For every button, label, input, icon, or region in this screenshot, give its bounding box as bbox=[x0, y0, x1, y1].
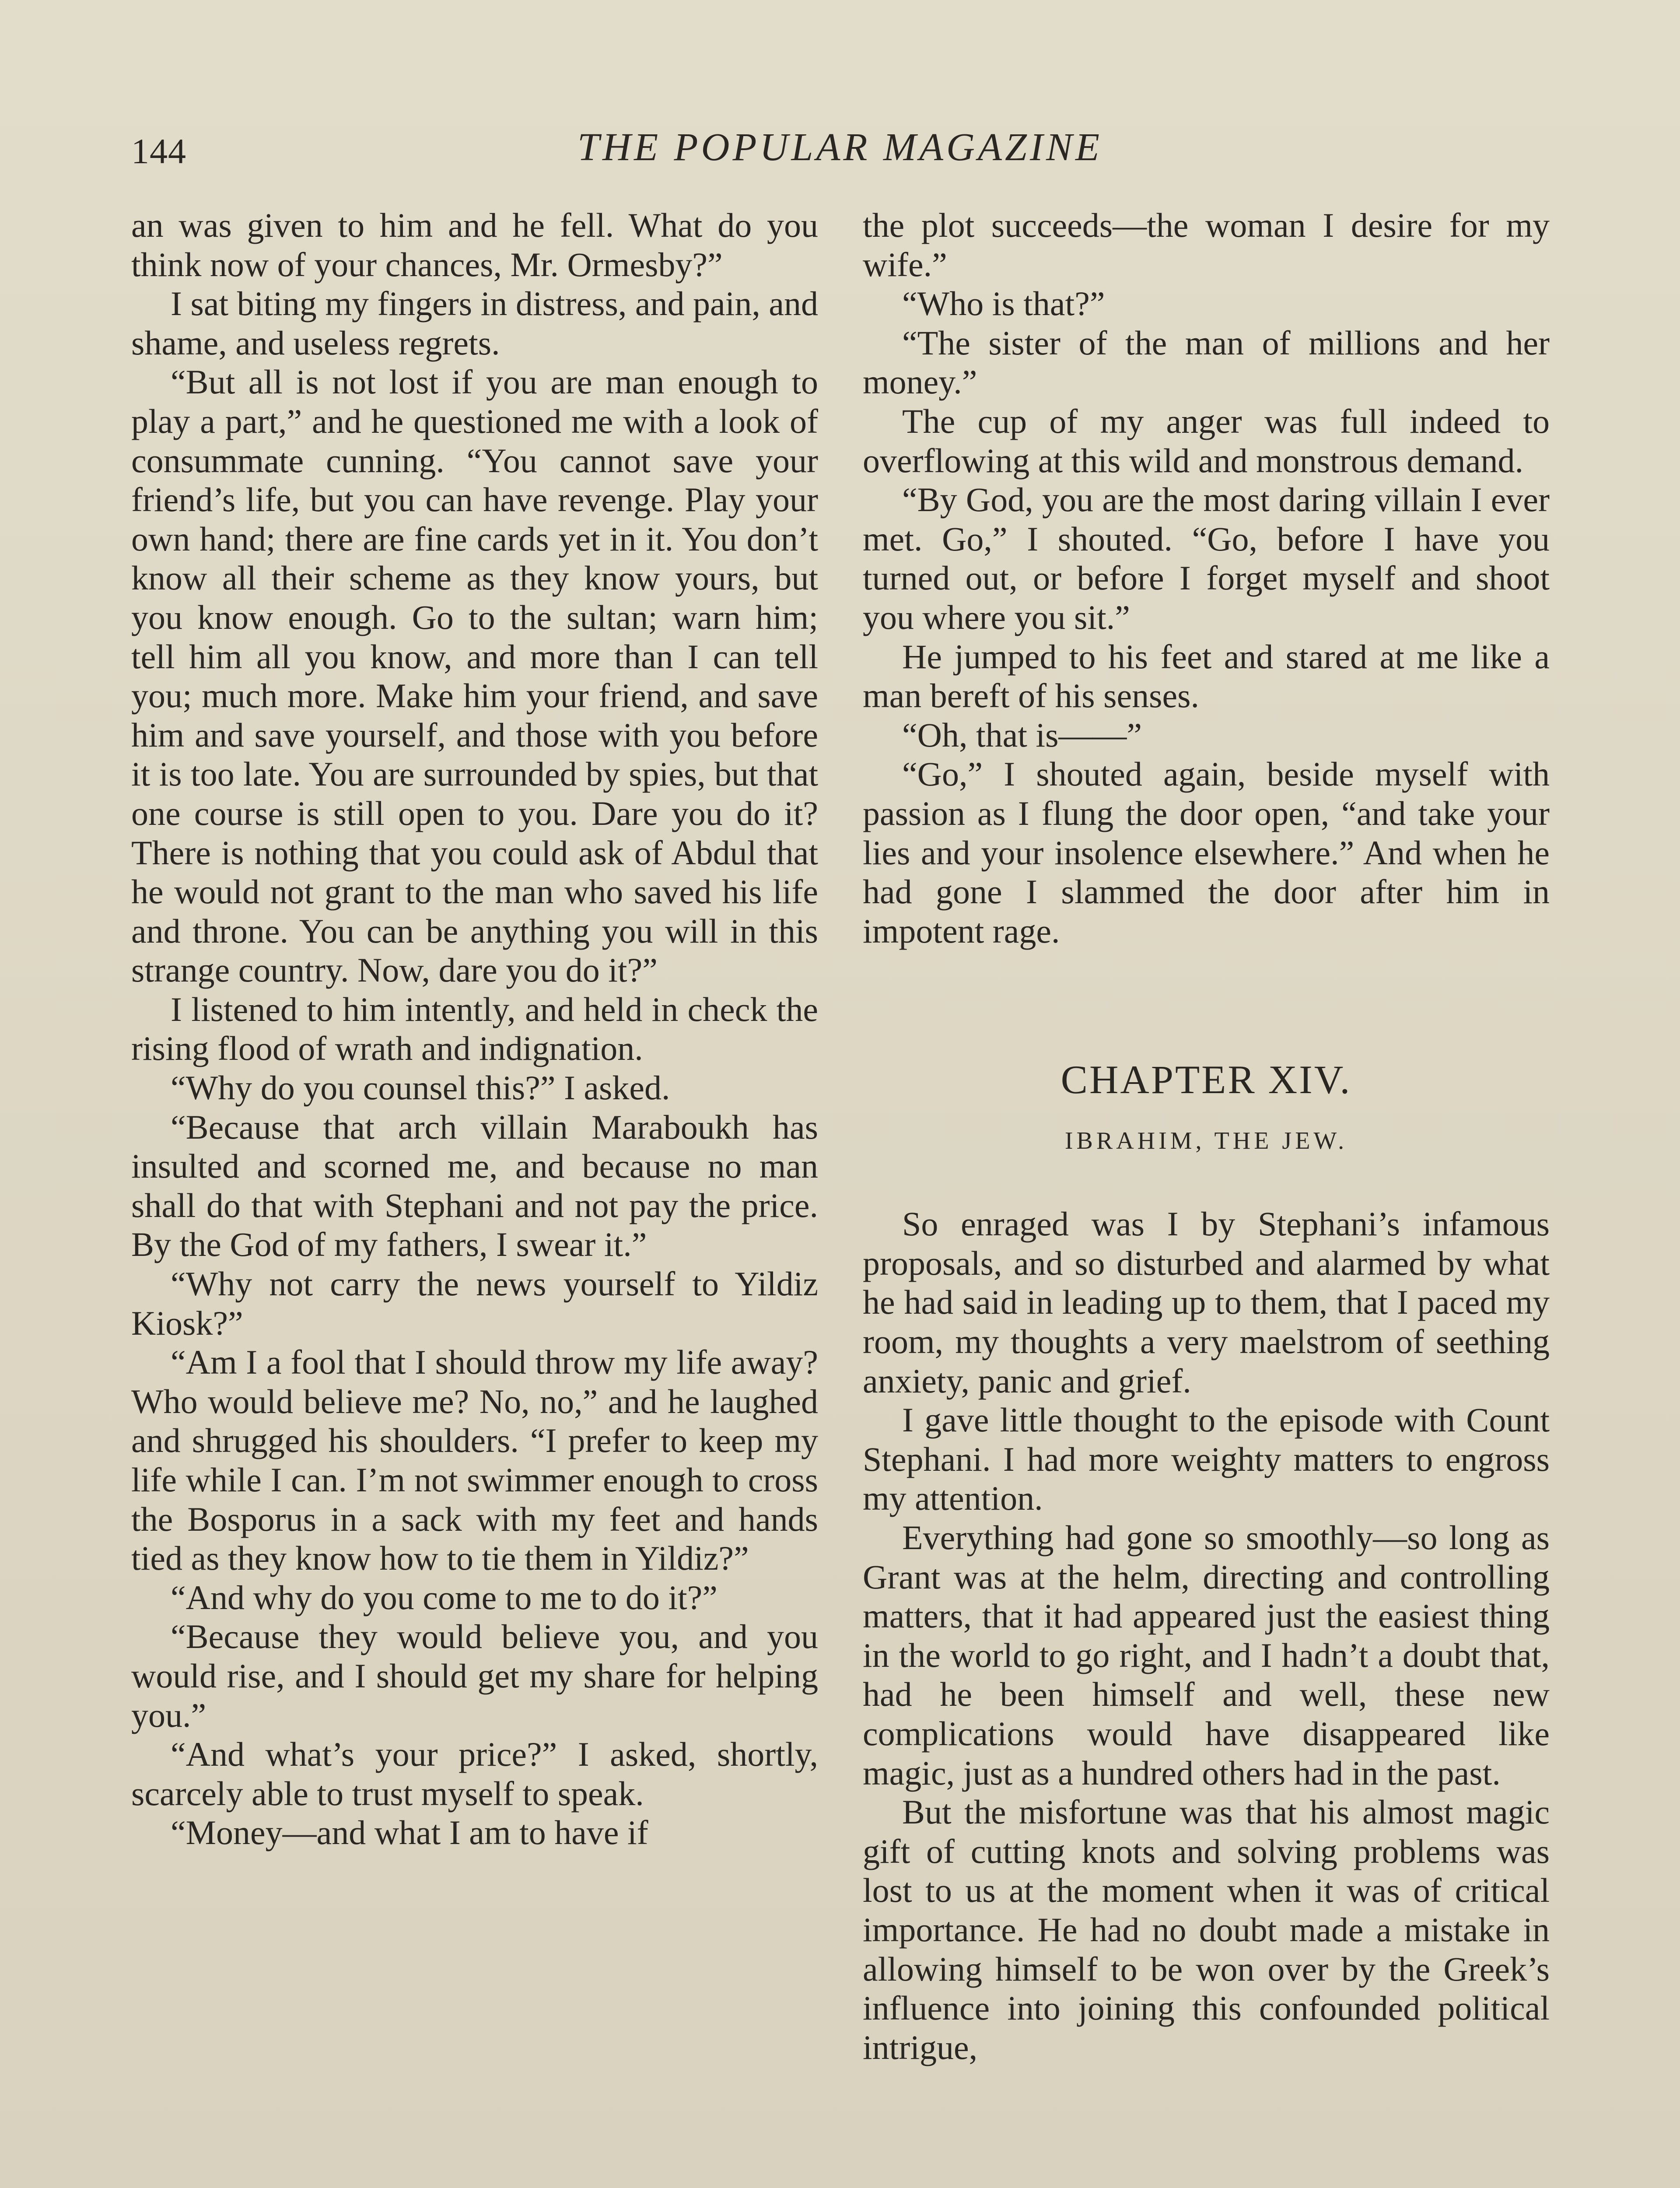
paragraph: “Why do you counsel this?” I asked. bbox=[171, 1069, 670, 1107]
paragraph: “Go,” I shouted again, beside myself with passion as I flung the door open, “and take your lies and your insolence elsewhere.” And when he had gone I slammed the door after him in impotent rage. bbox=[863, 755, 1550, 950]
paragraph: “Who is that?” bbox=[902, 284, 1105, 323]
paragraph: I gave little thought to the episode with Count Stephani. I had more weighty matters to engross my attention. bbox=[863, 1401, 1550, 1518]
left-column bbox=[131, 206, 818, 1852]
chapter-subtitle: IBRAHIM, THE JEW. bbox=[1064, 1127, 1348, 1155]
running-title: THE POPULAR MAGAZINE bbox=[578, 126, 1102, 169]
paragraph: an was given to him and he fell. What do you think now of your chances, Mr. Ormesby?” bbox=[131, 206, 818, 284]
paragraph: “Oh, that is——” bbox=[902, 715, 1142, 754]
paragraph: Everything had gone so smoothly—so long as Grant was at the helm, directing and controlling matters, that it had appeared just the easiest thing in the world to go right, and I hadn’t a doubt that, had he been himself and well, these new complications would have disappeared like magic, just as a hundred others had in the past. bbox=[863, 1518, 1550, 1792]
page-number: 144 bbox=[131, 131, 186, 171]
paragraph: “Am I a fool that I should throw my life away? Who would believe me? No, no,” and he laughed and shrugged his shoulders. “I prefer to keep my life while I can. I’m not swimmer enough to cross the Bosporus in a sack with my feet and hands tied as they know how to tie them in Yildiz?” bbox=[131, 1343, 818, 1578]
paragraph: the plot succeeds—the woman I desire for my wife.” bbox=[863, 206, 1550, 284]
paragraph: I listened to him intently, and held in check the rising flood of wrath and indignation. bbox=[131, 990, 818, 1068]
paragraph: “But all is not lost if you are man enough to play a part,” and he questioned me with a look of consummate cunning. “You cannot save your friend’s life, but you can have revenge. Play your own hand; there are fine cards yet in it. You don’t know all their scheme as they know yours, but you know enough. Go to the sultan; warn him; tell him all you know, and more than I can tell you; much more. Make him your friend, and save him and save yourself, and those with you before it is too late. You are surrounded by spies, but that one course is still open to you. Dare you do it? There is nothing that you could ask of Abdul that he would not grant to the man who saved his life and throne. You can be anything you will in this strange country. Now, dare you do it?” bbox=[131, 363, 818, 989]
paragraph: But the misfortune was that his almost magic gift of cutting knots and solving problems was lost to us at the moment when it was of critical importance. He had no doubt made a mistake in allowing himself to be won over by the Greek’s influence into joining this confounded political intrigue, bbox=[863, 1793, 1550, 2066]
paragraph: “The sister of the man of millions and her money.” bbox=[863, 323, 1550, 401]
paragraph: “And what’s your price?” I asked, shortly, scarcely able to trust myself to speak. bbox=[131, 1735, 818, 1813]
paragraph: “Why not carry the news yourself to Yildiz Kiosk?” bbox=[131, 1265, 818, 1342]
paragraph: “Because they would believe you, and you would rise, and I should get my share for helping you.” bbox=[131, 1617, 818, 1734]
paragraph: “Money—and what I am to have if bbox=[171, 1813, 648, 1852]
page-header bbox=[131, 120, 1549, 177]
paragraph: “Because that arch villain Maraboukh has insulted and scorned me, and because no man shall do that with Stephani and not pay the price. By the God of my fathers, I swear it.” bbox=[131, 1108, 818, 1264]
paragraph: “And why do you come to me to do it?” bbox=[171, 1578, 718, 1616]
paragraph: “By God, you are the most daring villain I ever met. Go,” I shouted. “Go, before I have you turned out, or before I forget myself and shoot you where you sit.” bbox=[863, 480, 1550, 636]
paragraph: He jumped to his feet and stared at me like a man bereft of his senses. bbox=[863, 637, 1550, 715]
paragraph: So enraged was I by Stephani’s infamous proposals, and so disturbed and alarmed by what he had said in leading up to them, that I paced my room, my thoughts a very maelstrom of seething anxiety, panic and grief. bbox=[863, 1205, 1550, 1400]
right-column bbox=[863, 206, 1550, 2067]
paragraph: The cup of my anger was full indeed to overflowing at this wild and monstrous demand. bbox=[863, 402, 1550, 480]
paragraph: I sat biting my fingers in distress, and pain, and shame, and useless regrets. bbox=[131, 284, 818, 362]
chapter-title: CHAPTER XIV. bbox=[1060, 1057, 1352, 1102]
